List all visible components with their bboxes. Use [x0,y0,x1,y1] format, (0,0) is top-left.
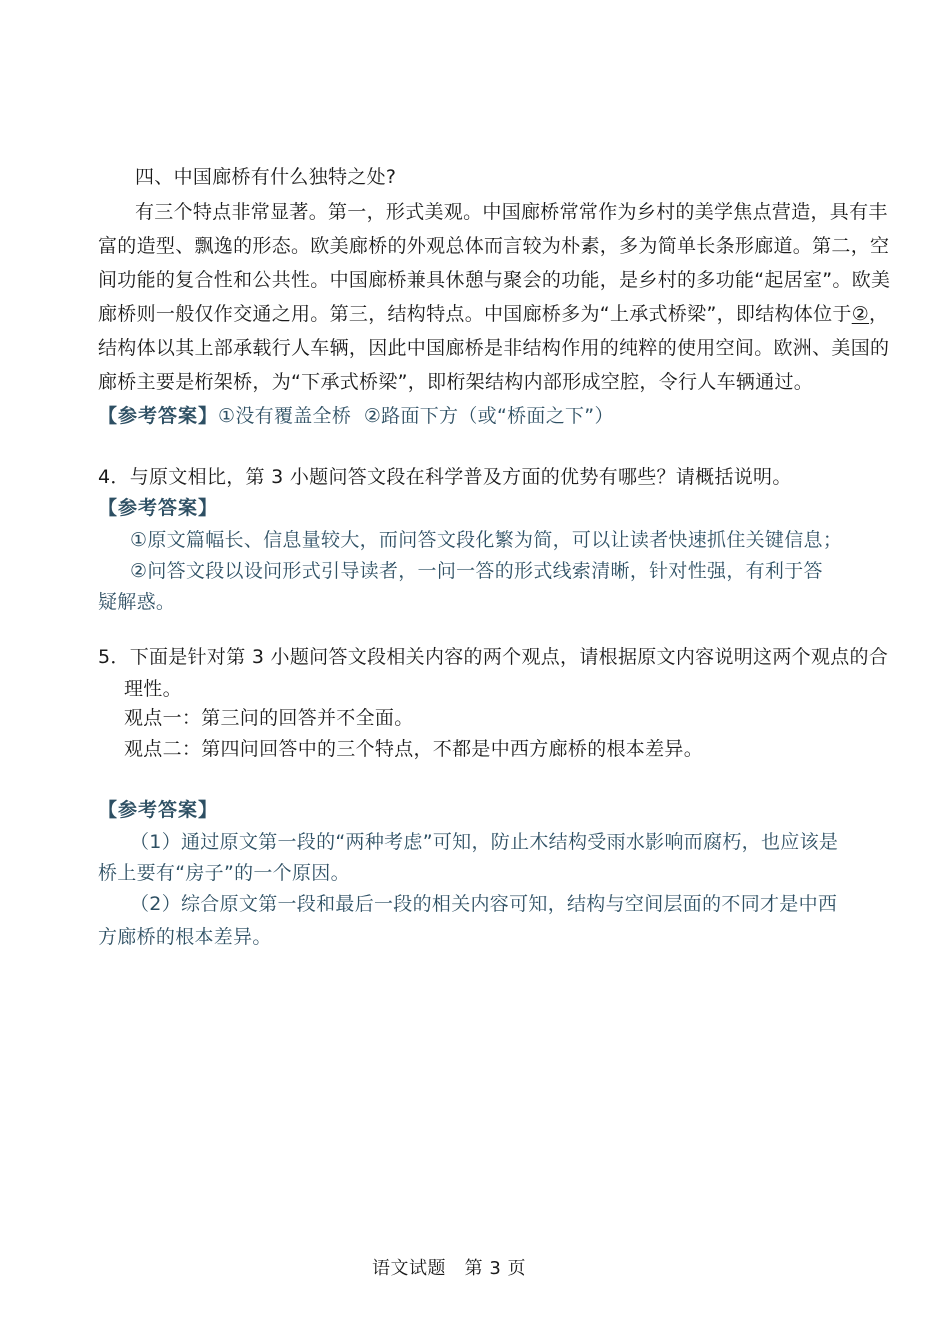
answer-line: 疑解惑。 [98,591,176,613]
paragraph-line: 廊桥主要是桁架桥，为“下承式桥梁”，即桁架结构内部形成空腔，令行人车辆通过。 [98,371,814,393]
answer-label: 【参考答案】 [98,799,219,821]
answer-label: 【参考答案】 [98,497,219,519]
answer-label: 【参考答案】 [98,405,219,427]
paragraph-line: 间功能的复合性和公共性。中国廊桥兼具休憩与聚会的功能，是乡村的多功能“起居室”。欧美 [98,269,891,291]
viewpoint-1: 观点一：第三问的回答并不全面。 [124,707,414,729]
answer-text: ①没有覆盖全桥 ②路面下方（或“桥面之下”） [218,405,614,427]
paragraph-line: 结构体以其上部承载行人车辆，因此中国廊桥是非结构作用的纯粹的使用空间。欧洲、美国的 [98,337,890,359]
page-footer: 语文试题 第 3 页 [372,1258,527,1279]
answer-line: ②问答文段以设问形式引导读者，一问一答的形式线索清晰，针对性强，有利于答 [130,560,823,582]
answer-line: 方廊桥的根本差异。 [98,926,272,948]
viewpoint-2: 观点二：第四问回答中的三个特点，不都是中西方廊桥的根本差异。 [124,738,704,760]
answer-line: 桥上要有“房子”的一个原因。 [98,862,350,884]
answer-line [98,404,614,428]
paragraph-line [98,302,888,326]
paragraph-line: 富的造型、飘逸的形态。欧美廊桥的外观总体而言较为朴素，多为简单长条形廊道。第二，空 [98,235,890,257]
answer-line: （1）通过原文第一段的“两种考虑”可知，防止木结构受雨水影响而腐朽，也应该是 [130,831,839,853]
question-5-cont: 理性。 [124,678,182,700]
punctuation: ， [869,303,889,325]
paragraph-text: 廊桥则一般仅作交通之用。第三，结构特点。中国廊桥多为“上承式桥梁”，即结构体位于 [98,303,852,325]
paragraph-line: 有三个特点非常显著。第一，形式美观。中国廊桥常常作为乡村的美学焦点营造，具有丰 [135,201,888,223]
section-heading: 四、中国廊桥有什么独特之处? [135,166,397,188]
question-5: 5．下面是针对第 3 小题问答文段相关内容的两个观点，请根据原文内容说明这两个观点的合 [98,646,889,668]
fill-blank: ② [851,303,870,325]
answer-line: （2）综合原文第一段和最后一段的相关内容可知，结构与空间层面的不同才是中西 [130,893,838,915]
question-4: 4．与原文相比，第 3 小题问答文段在科学普及方面的优势有哪些？请概括说明。 [98,466,792,488]
answer-line: ①原文篇幅长、信息量较大，而问答文段化繁为简，可以让读者快速抓住关键信息； [130,529,843,551]
